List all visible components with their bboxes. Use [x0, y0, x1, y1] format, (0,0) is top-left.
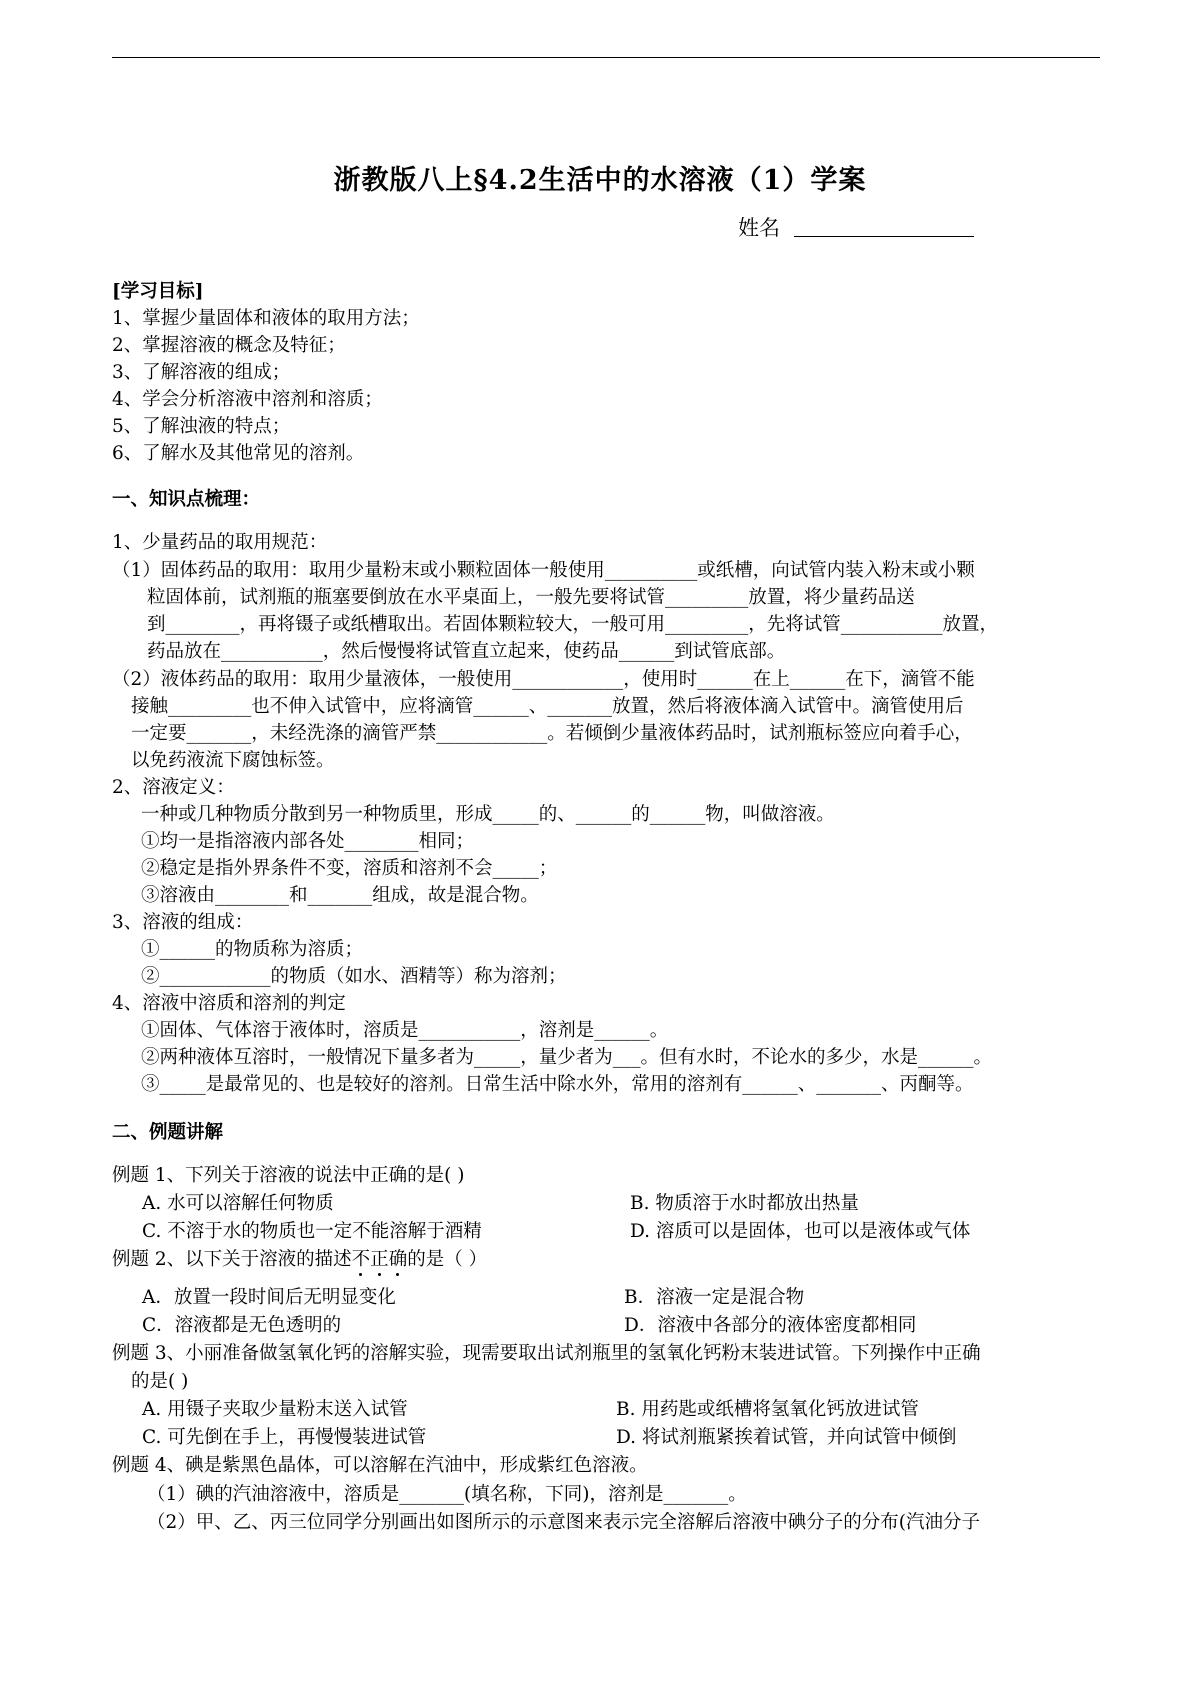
knowledge-line: ②两种液体互溶时，一般情况下量多者为_____，量少者为___。但有水时，不论水的多少，水是______。: [141, 1047, 993, 1068]
example-1-option-d: D. 溶质可以是固体，也可以是液体或气体: [630, 1221, 971, 1242]
knowledge-line: 3、溶液的组成：: [112, 912, 254, 933]
knowledge-line: 2、溶液定义：: [112, 777, 235, 798]
goal-item: 2、掌握溶液的概念及特征；: [112, 335, 346, 356]
emphasis-char: 不: [351, 1249, 371, 1270]
goal-item: 5、了解浊液的特点；: [112, 416, 291, 437]
knowledge-line: ①固体、气体溶于液体时，溶质是___________，溶剂是______。: [141, 1020, 669, 1041]
example-3-option-c: C. 可先倒在手上，再慢慢装进试管: [142, 1427, 427, 1448]
goal-item: 3、了解溶液的组成；: [112, 362, 291, 383]
example-1-option-c: C. 不溶于水的物质也一定不能溶解于酒精: [142, 1221, 482, 1242]
name-blank[interactable]: [794, 216, 974, 237]
example-2-option-a: A．放置一段时间后无明显变化: [142, 1287, 396, 1308]
goals-heading: [学习目标]: [112, 281, 204, 302]
name-label: 姓名: [738, 216, 780, 240]
knowledge-line: 1、少量药品的取用规范：: [112, 532, 328, 553]
knowledge-line: ③_____是最常见的、也是较好的溶剂。日常生活中除水外，常用的溶剂有______、_______、丙酮等。: [141, 1074, 974, 1095]
knowledge-line: （2）液体药品的取用：取用少量液体，一般使用____________，使用时______在上______在下，滴管不能: [112, 669, 975, 690]
goal-item: 1、掌握少量固体和液体的取用方法；: [112, 308, 420, 329]
example-2-stem-post: 的是（ ）: [407, 1249, 488, 1270]
page-title: 浙教版八上§4.2生活中的水溶液（1）学案: [333, 165, 867, 196]
example-3-option-d: D. 将试剂瓶紧挨着试管，并向试管中倾倒: [616, 1427, 957, 1448]
knowledge-line: ②____________的物质（如水、酒精等）称为溶剂；: [141, 966, 567, 987]
goal-item: 6、了解水及其他常见的溶剂。: [112, 443, 365, 464]
knowledge-line: 以免药液流下腐蚀标签。: [131, 750, 335, 771]
example-2-option-b: B．溶液一定是混合物: [624, 1287, 805, 1308]
emphasis-char: 确: [388, 1249, 408, 1270]
example-4-stem: 例题 4、碘是紫黑色晶体，可以溶解在汽油中，形成紫红色溶液。: [112, 1455, 648, 1476]
knowledge-line: 接触_________也不伸入试管中，应将滴管______、_______放置，然后将液体滴入试管中。滴管使用后: [131, 696, 964, 717]
example-1-option-a: A. 水可以溶解任何物质: [142, 1193, 334, 1214]
examples-heading: 二、例题讲解: [112, 1122, 224, 1143]
example-4-part-1: （1）碘的汽油溶液中，溶质是_______(填名称，下同)，溶剂是_______。: [147, 1484, 747, 1505]
goal-item: 4、学会分析溶液中溶剂和溶质；: [112, 389, 383, 410]
example-2-option-c: C．溶液都是无色透明的: [142, 1315, 342, 1336]
knowledge-line: 一种或几种物质分散到另一种物质里，形成_____的、______的______物，叫做溶液。: [141, 804, 835, 825]
knowledge-heading: 一、知识点梳理：: [112, 489, 261, 510]
knowledge-line: 粒固体前，试剂瓶的瓶塞要倒放在水平桌面上，一般先要将试管_________放置，将少量药品送: [147, 587, 915, 608]
example-2-option-d: D．溶液中各部分的液体密度都相同: [624, 1315, 917, 1336]
example-2-stem: [112, 1251, 487, 1270]
example-3-option-b: B. 用药匙或纸槽将氢氧化钙放进试管: [616, 1399, 919, 1420]
example-2-stem-pre: 例题 2、以下关于溶液的描述: [112, 1249, 352, 1270]
knowledge-line: ①______的物质称为溶质；: [141, 939, 364, 960]
example-3-option-a: A. 用镊子夹取少量粉末送入试管: [142, 1399, 408, 1420]
knowledge-line: ①均一是指溶液内部各处________相同；: [141, 831, 475, 852]
header-rule: [112, 57, 1100, 58]
example-1-stem: 例题 1、下列关于溶液的说法中正确的是( ): [112, 1165, 465, 1186]
knowledge-line: 4、溶液中溶质和溶剂的判定: [112, 993, 346, 1014]
emphasis-char: 正: [370, 1249, 389, 1270]
example-1-option-b: B. 物质溶于水时都放出热量: [630, 1193, 859, 1214]
example-3-stem: 例题 3、小丽准备做氢氧化钙的溶解实验，现需要取出试剂瓶里的氢氧化钙粉末装进试管。下列操作中正确: [112, 1343, 981, 1364]
knowledge-line: ②稳定是指外界条件不变，溶质和溶剂不会_____；: [141, 858, 558, 879]
knowledge-line: 到________，再将镊子或纸槽取出。若固体颗粒较大，一般可用_________，先将试管___________放置，: [147, 614, 999, 635]
knowledge-line: （1）固体药品的取用：取用少量粉末或小颗粒固体一般使用__________或纸槽，向试管内装入粉末或小颗: [112, 560, 975, 581]
knowledge-line: ③溶液由________和_______组成，故是混合物。: [141, 885, 539, 906]
name-field: [738, 212, 974, 242]
example-3-stem-cont: 的是( ): [131, 1371, 189, 1392]
example-4-part-2: （2）甲、乙、丙三位同学分别画出如图所示的示意图来表示完全溶解后溶液中碘分子的分布(汽油分子: [147, 1512, 980, 1533]
knowledge-line: 一定要_______，未经洗涤的滴管严禁____________。若倾倒少量液体药品时，试剂瓶标签应向着手心，: [131, 723, 973, 744]
knowledge-line: 药品放在___________，然后慢慢将试管直立起来，使药品______到试管底部。: [147, 641, 786, 662]
